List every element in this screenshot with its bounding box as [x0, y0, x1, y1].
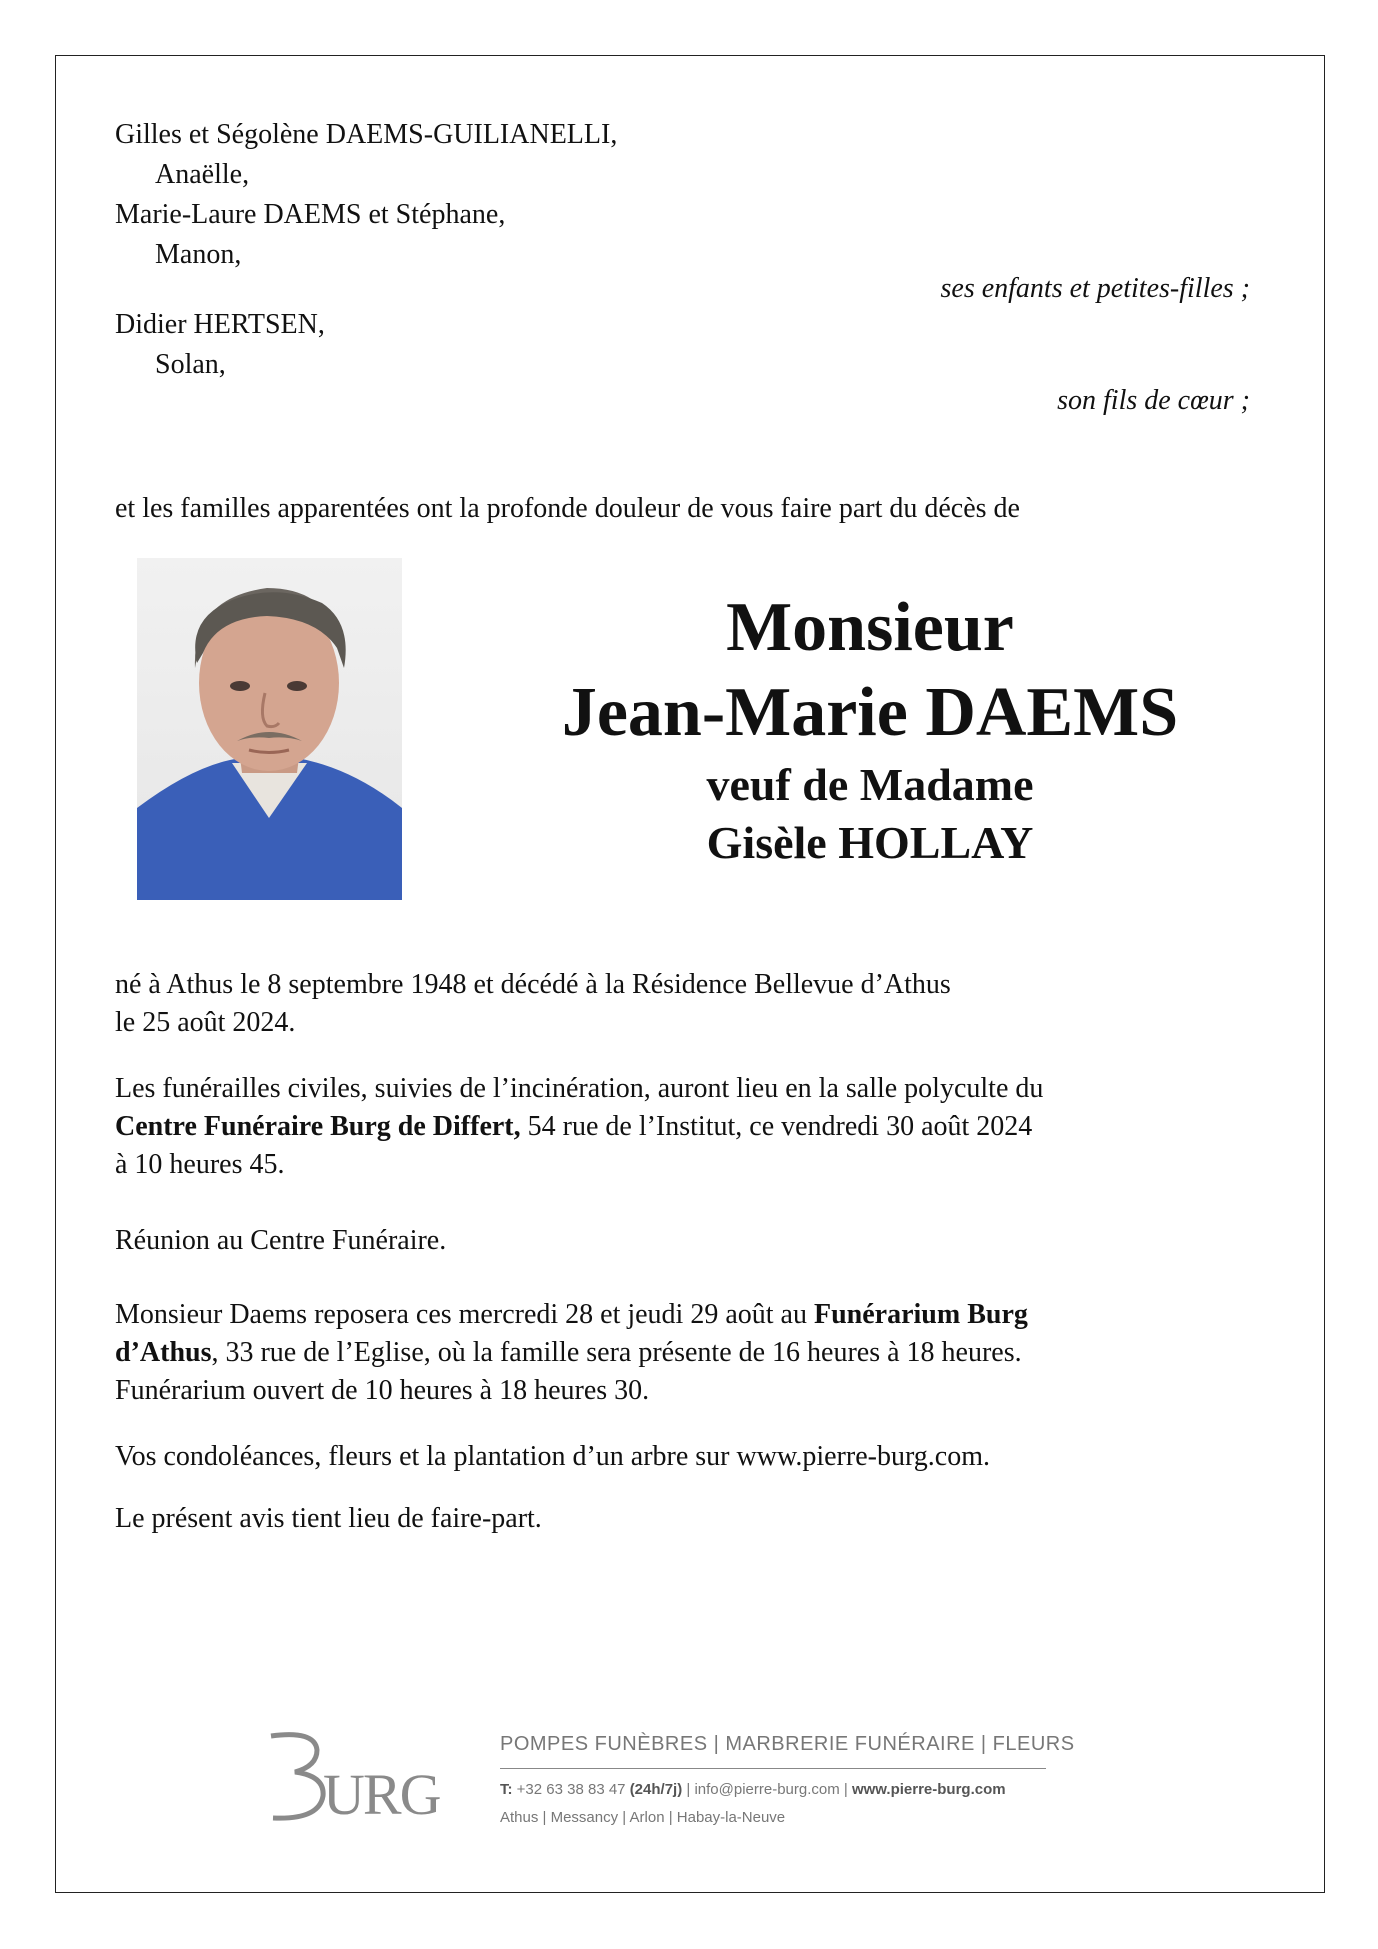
- svg-text:URG: URG: [323, 1762, 440, 1823]
- footer-contact: T: +32 63 38 83 47 (24h/7j) | info@pierre-burg.com | www.pierre-burg.com: [500, 1781, 1006, 1798]
- repose-paragraph: [115, 1296, 1225, 1410]
- portrait-photo: [137, 558, 402, 900]
- family-line-3: Marie-Laure DAEMS et Stéphane,: [115, 199, 506, 230]
- footer-locations: Athus | Messancy | Arlon | Habay-la-Neuve: [500, 1809, 786, 1826]
- family-line-2: Anaëlle,: [155, 159, 250, 190]
- family-role-children: ses enfants et petites-filles ;: [940, 273, 1250, 304]
- repose-line-1: Monsieur Daems reposera ces mercredi 28 et jeudi 29 août au Funérarium Burg: [115, 1299, 1028, 1330]
- funeral-line-1: Les funérailles civiles, suivies de l’incinération, auront lieu en la salle polyculte du: [115, 1073, 1044, 1104]
- funeral-venue: Centre Funéraire Burg de Differt,: [115, 1111, 521, 1142]
- birth-line-2: le 25 août 2024.: [115, 1007, 296, 1038]
- footer-services: POMPES FUNÈBRES | MARBRERIE FUNÉRAIRE | FLEURS: [500, 1733, 1075, 1755]
- family-role-heart-son: son fils de cœur ;: [1057, 385, 1250, 416]
- announcement-text: et les familles apparentées ont la profonde douleur de vous faire part du décès de: [115, 493, 1020, 524]
- footer-email: info@pierre-burg.com: [694, 1781, 840, 1798]
- deceased-name: Jean-Marie DAEMS: [561, 674, 1179, 751]
- birth-paragraph: [115, 966, 1225, 1042]
- widow-line: veuf de Madame: [706, 759, 1034, 810]
- footer-divider: [500, 1768, 1046, 1769]
- funerarium-name-part1: Funérarium Burg: [813, 1299, 1028, 1330]
- spouse-name: Gisèle HOLLAY: [706, 817, 1034, 868]
- birth-line-1: né à Athus le 8 septembre 1948 et décédé à la Résidence Bellevue d’Athus: [115, 969, 951, 1000]
- funeral-address: 54 rue de l’Institut, ce vendredi 30 août 2024: [520, 1111, 1033, 1142]
- reunion-text: Réunion au Centre Funéraire.: [115, 1225, 447, 1256]
- family-line-5: Didier HERTSEN,: [115, 309, 325, 340]
- footer-phone-hours: (24h/7j): [629, 1781, 683, 1798]
- footer-phone: +32 63 38 83 47: [512, 1781, 630, 1798]
- footer-website: www.pierre-burg.com: [851, 1781, 1006, 1798]
- deceased-title: Monsieur: [726, 589, 1014, 666]
- funerarium-name-part2: d’Athus: [115, 1337, 212, 1368]
- funeral-paragraph: [115, 1070, 1225, 1184]
- family-line-4: Manon,: [155, 239, 242, 270]
- burg-logo: [265, 1728, 450, 1823]
- family-line-6: Solan,: [155, 349, 226, 380]
- repose-line-2: d’Athus, 33 rue de l’Eglise, où la famille sera présente de 16 heures à 18 heures.: [115, 1337, 1022, 1368]
- repose-line-3: Funérarium ouvert de 10 heures à 18 heures 30.: [115, 1375, 650, 1406]
- condolences-text: Vos condoléances, fleurs et la plantation d’un arbre sur www.pierre-burg.com.: [115, 1441, 990, 1472]
- funeral-line-3: à 10 heures 45.: [115, 1149, 285, 1180]
- family-line-1: Gilles et Ségolène DAEMS-GUILIANELLI,: [115, 119, 618, 150]
- notice-text: Le présent avis tient lieu de faire-part.: [115, 1503, 542, 1534]
- funeral-line-2: [115, 1108, 1225, 1146]
